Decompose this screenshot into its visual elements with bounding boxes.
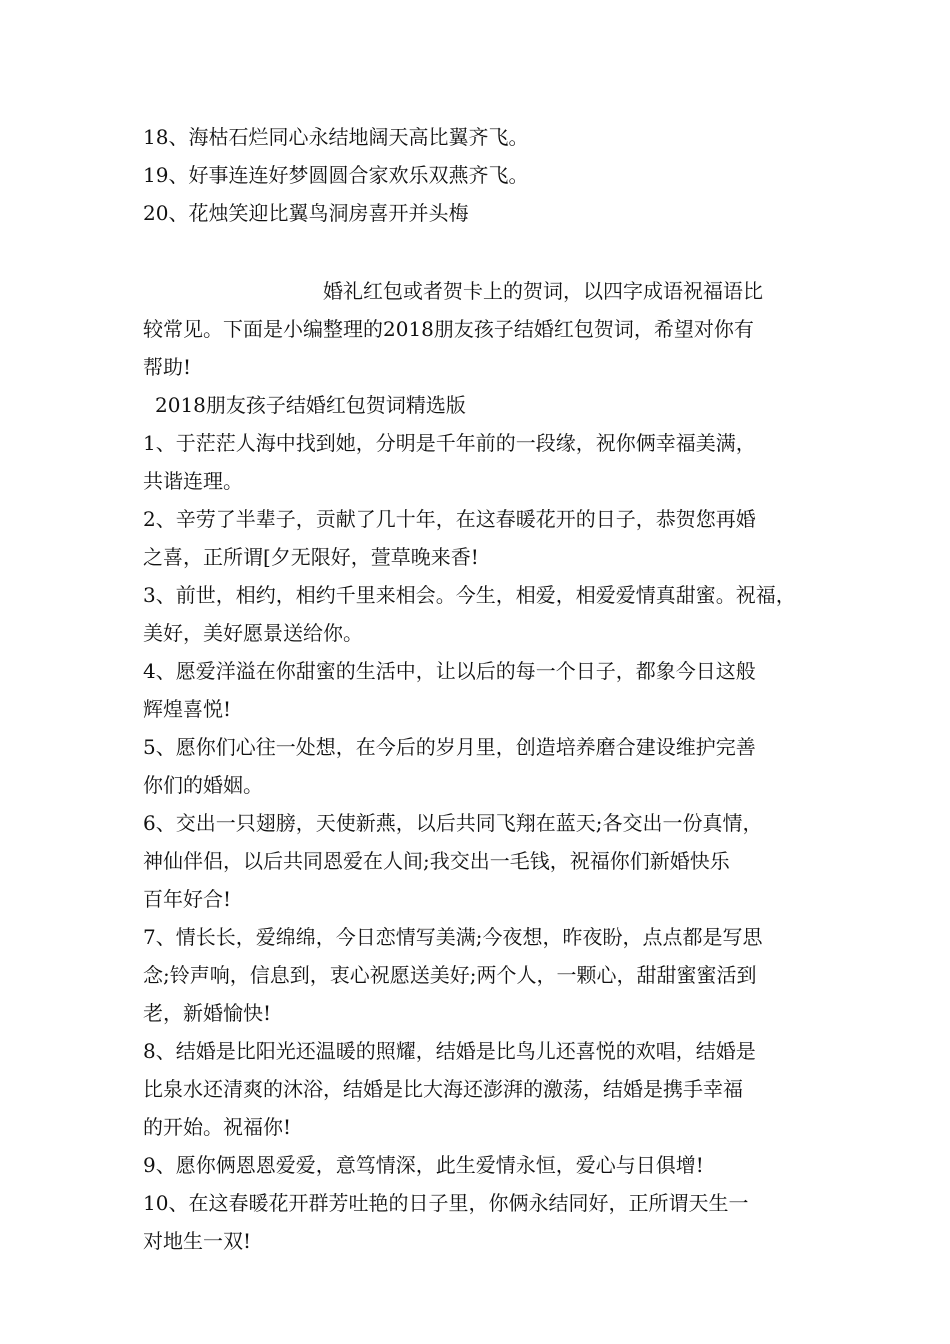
item-line: 百年好合! [143, 887, 232, 911]
intro-line-3: 帮助! [143, 355, 192, 379]
item-line: 神仙伴侣，以后共同恩爱在人间;我交出一毛钱，祝福你们新婚快乐 [143, 849, 730, 873]
item-line: 比泉水还清爽的沐浴，结婚是比大海还澎湃的激荡，结婚是携手幸福 [143, 1077, 743, 1101]
item-line: 你们的婚姻。 [143, 773, 263, 797]
item-line: 对地生一双! [143, 1229, 252, 1253]
text-line-19: 19、好事连连好梦圆圆合家欢乐双燕齐飞。 [143, 163, 529, 187]
intro-line-1: 婚礼红包或者贺卡上的贺词，以四字成语祝福语比 [323, 279, 763, 303]
item-line: 美好，美好愿景送给你。 [143, 621, 363, 645]
section-title: 2018朋友孩子结婚红包贺词精选版 [155, 393, 466, 417]
item-line: 老，新婚愉快! [143, 1001, 272, 1025]
item-line: 2、辛劳了半辈子，贡献了几十年，在这春暖花开的日子，恭贺您再婚 [143, 507, 756, 531]
item-line: 8、结婚是比阳光还温暖的照耀，结婚是比鸟儿还喜悦的欢唱，结婚是 [143, 1039, 756, 1063]
text-line-18: 18、海枯石烂同心永结地阔天高比翼齐飞。 [143, 125, 529, 149]
item-line: 10、在这春暖花开群芳吐艳的日子里，你俩永结同好，正所谓天生一 [143, 1191, 749, 1215]
item-line: 6、交出一只翅膀，天使新燕，以后共同飞翔在蓝天;各交出一份真情， [143, 811, 763, 835]
item-line: 3、前世，相约，相约千里来相会。今生，相爱，相爱爱情真甜蜜。祝福， [143, 583, 796, 607]
item-line: 的开始。祝福你! [143, 1115, 292, 1139]
item-line: 5、愿你们心往一处想，在今后的岁月里，创造培养磨合建设维护完善 [143, 735, 756, 759]
item-line: 之喜，正所谓[夕无限好，萱草晚来香! [143, 545, 479, 569]
document-body [143, 118, 811, 1260]
item-line: 共谐连理。 [143, 469, 243, 493]
text-line-20: 20、花烛笑迎比翼鸟洞房喜开并头梅 [143, 201, 469, 225]
item-line: 7、情长长，爱绵绵，今日恋情写美满;今夜想，昨夜盼，点点都是写思 [143, 925, 763, 949]
item-line: 1、于茫茫人海中找到她，分明是千年前的一段缘，祝你俩幸福美满， [143, 431, 756, 455]
item-line: 念;铃声响，信息到，衷心祝愿送美好;两个人，一颗心，甜甜蜜蜜活到 [143, 963, 757, 987]
item-line: 4、愿爱洋溢在你甜蜜的生活中，让以后的每一个日子，都象今日这般 [143, 659, 756, 683]
paragraph-gap [143, 232, 811, 272]
intro-line-2: 较常见。下面是小编整理的2018朋友孩子结婚红包贺词，希望对你有 [143, 317, 754, 341]
item-line: 9、愿你俩恩恩爱爱，意笃情深，此生爱情永恒，爱心与日俱增! [143, 1153, 704, 1177]
item-line: 辉煌喜悦! [143, 697, 232, 721]
